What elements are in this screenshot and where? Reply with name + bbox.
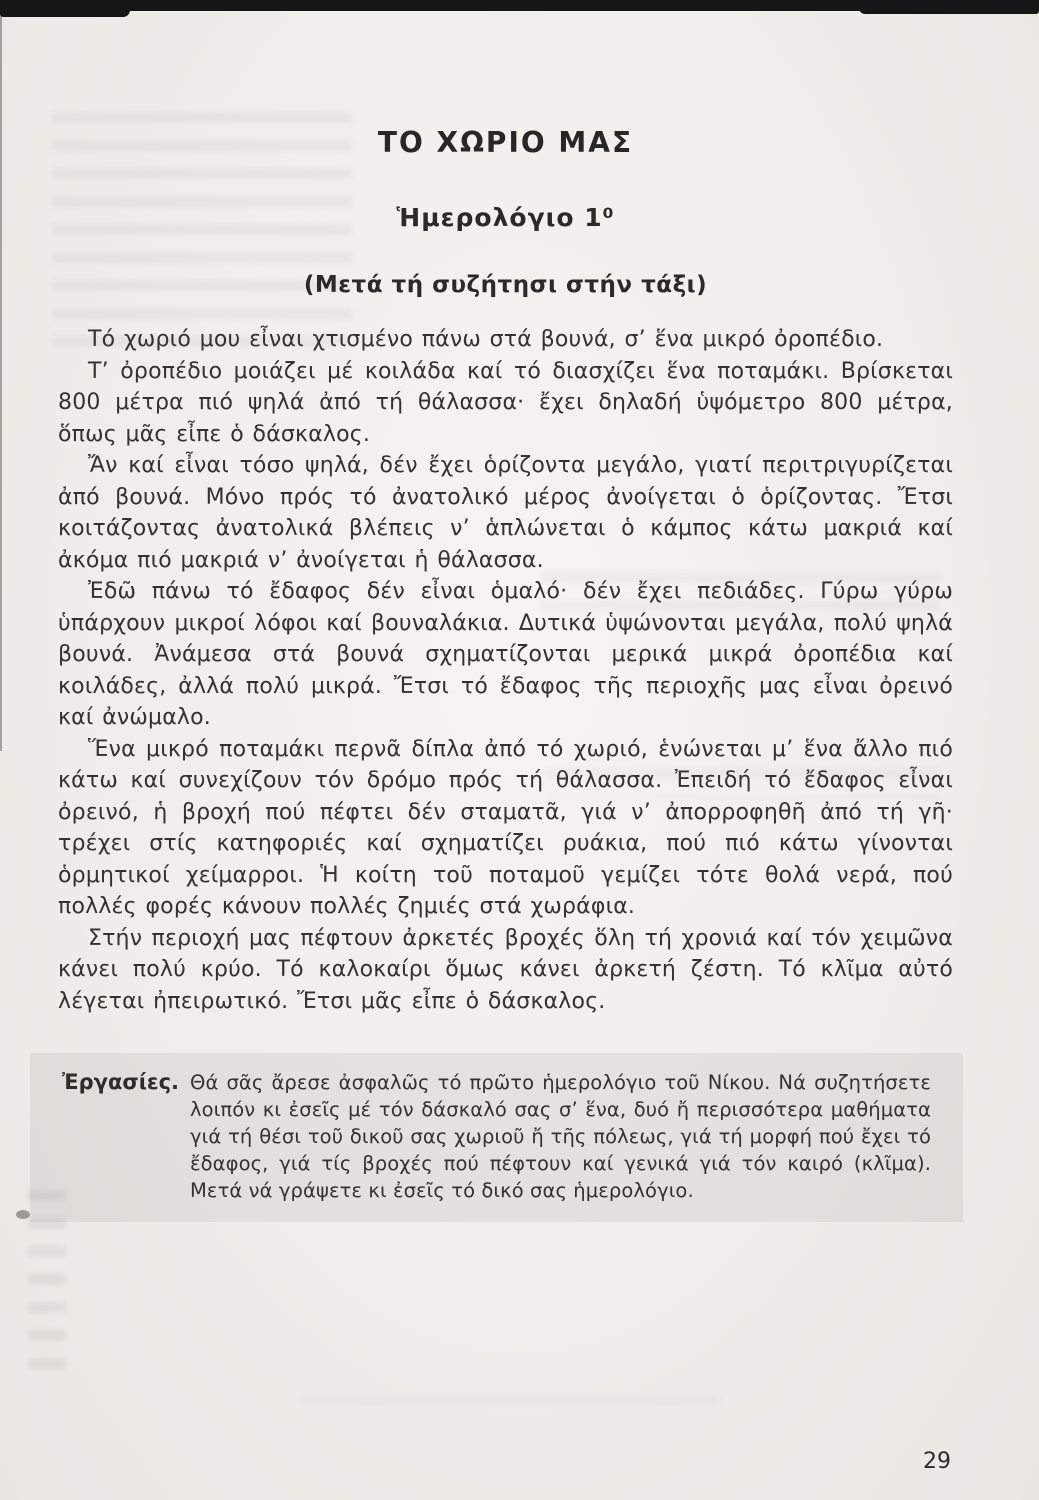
exercises-section (30, 1053, 963, 1222)
paragraph-3: Ἄν καί εἶναι τόσο ψηλά, δέν ἔχει ὁρίζοντα μεγάλο, γιατί περιτριγυρίζεται ἀπό βουνά. Μόνο πρός τό ἀνατολικό μέρος ἀνοίγεται ὁ ὁρίζοντας. Ἔτσι κοιτάζοντας ἀνατολικά βλέπεις ν’ ἁπλώνεται ὁ κάμπος κάτω μακριά καί ἀκόμα πιό μακριά ν’ ἀνοίγεται ἡ θάλασσα. (58, 453, 953, 573)
paragraph-4: Ἐδῶ πάνω τό ἔδαφος δέν εἶναι ὁμαλό· δέν ἔχει πεδιάδες. Γύρω γύρω ὑπάρχουν μικροί λόφοι καί βουναλάκια. Δυτικά ὑψώνονται μεγάλα, πολύ ψηλά βουνά. Ἀνάμεσα στά βουνά σχηματίζονται μερικά μικρά ὀροπέδια καί κοιλάδες, ἀλλά πολύ μικρά. Ἔτσι τό ἔδαφος τῆς περιοχῆς μας εἶναι ὀρεινό καί ἀνώμαλο. (58, 579, 953, 730)
page-title: ΤΟ ΧΩΡΙΟ ΜΑΣ (377, 126, 634, 159)
paragraph-1: Τό χωριό μου εἶναι χτισμένο πάνω στά βουνά, σ’ ἕνα μικρό ὀροπέδιο. (88, 327, 884, 352)
page-number: 29 (923, 1449, 951, 1474)
paragraph-6: Στήν περιοχή μας πέφτουν ἀρκετές βροχές ὅλη τή χρονιά καί τόν χειμῶνα κάνει πολύ κρύο. Τό καλοκαίρι ὅμως κάνει ἀρκετή ζέστη. Τό κλῖμα αὐτό λέγεται ἠπειρωτικό. Ἔτσι μᾶς εἶπε ὁ δάσκαλος. (58, 925, 953, 1014)
paragraph-2: Τ’ ὀροπέδιο μοιάζει μέ κοιλάδα καί τό διασχίζει ἕνα ποταμάκι. Βρίσκεται 800 μέτρα πιό ψηλά ἀπό τή θάλασσα· ἔχει δηλαδή ὑψόμετρο 800 μέτρα, ὅπως μᾶς εἶπε ὁ δάσκαλος. (58, 358, 953, 447)
diary-heading: Ἡμερολόγιο 1⁰ (396, 203, 615, 232)
exercises-label: Ἐργασίες. (62, 1070, 180, 1094)
bleed-through-artifact (300, 1395, 720, 1423)
paragraph-5: Ἕνα μικρό ποταμάκι περνᾶ δίπλα ἀπό τό χωριό, ἑνώνεται μ’ ἕνα ἄλλο πιό κάτω καί συνεχίζουν τόν δρόμο πρός τή θάλασσα. Ἐπειδή τό ἔδαφος εἶναι ὀρεινό, ἡ βροχή πού πέφτει δέν σταματᾶ, γιά ν’ ἀπορροφηθῆ ἀπό τή γῆ· τρέχει στίς κατηφοριές καί σχηματίζει ρυάκια, πού πιό κάτω γίνονται ὁρμητικοί χείμαρροι. Ἡ κοίτη τοῦ ποταμοῦ γεμίζει τότε θολά νερά, πού πολλές φορές κάνουν πολλές ζημιές στά χωράφια. (58, 736, 953, 919)
diary-subheading: (Μετά τή συζήτησι στήν τάξι) (303, 272, 708, 298)
body-text (58, 324, 953, 1017)
exercises-text: Θά σᾶς ἄρεσε ἀσφαλῶς τό πρῶτο ἡμερολόγιο τοῦ Νίκου. Νά συζητήσετε λοιπόν κι ἐσεῖς μέ τόν δάσκαλό σας σ’ ἕνα, δυό ἤ περισσότερα μαθήματα γιά τή θέσι τοῦ δικοῦ σας χωριοῦ ἤ τῆς πόλεως, γιά τή μορφή πού ἔχει τό ἔδαφος, γιά τίς βροχές πού πέφτουν καί γενικά γιά τόν καιρό (κλῖμα). Μετά νά γράψετε κι ἐσεῖς τό δικό σας ἡμερολόγιο. (190, 1071, 931, 1202)
